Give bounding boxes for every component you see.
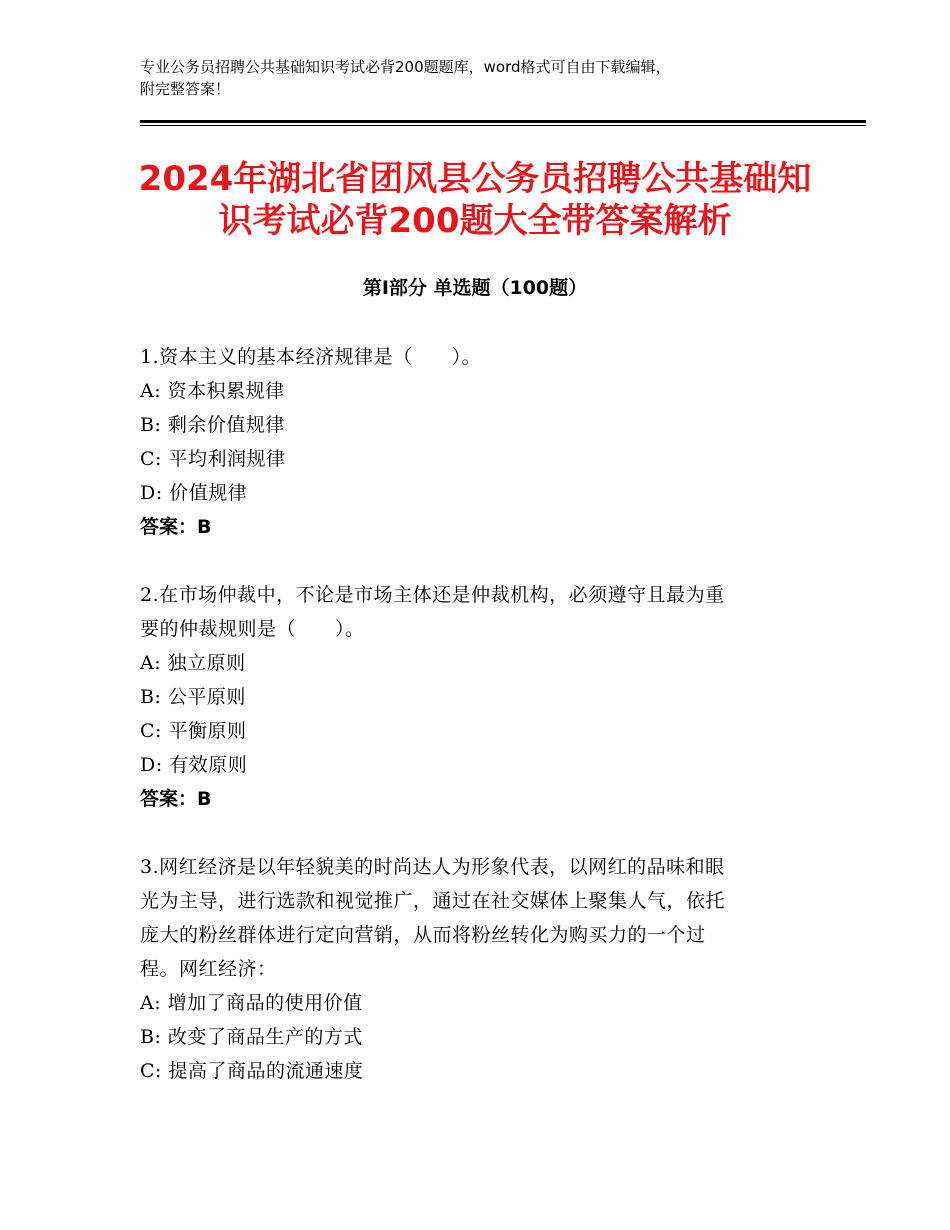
title-line: 识考试必背200题大全带答案解析 xyxy=(218,201,732,241)
option-text: 剩余价值规律 xyxy=(167,414,285,436)
stem-line: 3.网红经济是以年轻貌美的时尚达人为形象代表，以网红的品味和眼 xyxy=(140,856,725,878)
stem-line: 1.资本主义的基本经济规律是（ ）。 xyxy=(140,346,482,368)
answer-line: 答案：B xyxy=(140,516,212,538)
option-a xyxy=(140,986,820,1020)
document-title xyxy=(100,158,850,242)
stem-line: 2.在市场仲裁中，不论是市场主体还是仲裁机构，必须遵守且最为重 xyxy=(140,584,725,606)
option-text: 提高了商品的流通速度 xyxy=(168,1060,364,1082)
option-d xyxy=(140,476,820,510)
question-item xyxy=(140,850,820,1088)
header-divider-thin xyxy=(140,125,866,126)
option-b xyxy=(140,680,820,714)
stem-line: 要的仲裁规则是（ ）。 xyxy=(140,618,365,640)
stem-line: 庞大的粉丝群体进行定向营销，从而将粉丝转化为购买力的一个过 xyxy=(140,924,706,946)
option-b xyxy=(140,1020,820,1054)
option-label: A: xyxy=(140,992,162,1014)
question-item xyxy=(140,578,820,816)
option-label: C: xyxy=(140,1060,162,1082)
header-note-line: 专业公务员招聘公共基础知识考试必背200题题库，word格式可自由下载编辑， xyxy=(140,58,671,76)
option-label: B: xyxy=(140,1026,162,1048)
option-label: A: xyxy=(140,652,162,674)
option-text: 平衡原则 xyxy=(168,720,247,742)
answer-line: 答案：B xyxy=(140,788,212,810)
section-title: 第I部分 单选题（100题） xyxy=(362,277,588,299)
option-label: C: xyxy=(140,720,162,742)
title-line: 2024年湖北省团风县公务员招聘公共基础知 xyxy=(138,159,812,199)
question-stem xyxy=(140,578,820,646)
option-label: C: xyxy=(140,448,162,470)
question-stem xyxy=(140,340,820,374)
question-item xyxy=(140,340,820,544)
header-divider xyxy=(140,120,866,123)
option-text: 独立原则 xyxy=(167,652,246,674)
option-a xyxy=(140,646,820,680)
question-list xyxy=(140,340,820,1122)
option-text: 价值规律 xyxy=(169,482,248,504)
option-label: D: xyxy=(140,754,163,776)
option-text: 增加了商品的使用价值 xyxy=(167,992,363,1014)
option-c xyxy=(140,442,820,476)
option-c xyxy=(140,1054,820,1088)
option-text: 改变了商品生产的方式 xyxy=(167,1026,363,1048)
option-d xyxy=(140,748,820,782)
option-label: B: xyxy=(140,414,162,436)
option-text: 有效原则 xyxy=(169,754,248,776)
option-text: 平均利润规律 xyxy=(168,448,286,470)
option-c xyxy=(140,714,820,748)
header-note-line: 附完整答案！ xyxy=(140,80,231,98)
option-text: 资本积累规律 xyxy=(167,380,285,402)
question-stem xyxy=(140,850,820,986)
stem-line: 程。网红经济： xyxy=(140,958,277,980)
option-label: D: xyxy=(140,482,163,504)
option-label: B: xyxy=(140,686,162,708)
stem-line: 光为主导，进行选款和视觉推广，通过在社交媒体上聚集人气，依托 xyxy=(140,890,726,912)
option-a xyxy=(140,374,820,408)
header-note xyxy=(140,56,820,100)
option-b xyxy=(140,408,820,442)
option-text: 公平原则 xyxy=(167,686,246,708)
option-label: A: xyxy=(140,380,162,402)
